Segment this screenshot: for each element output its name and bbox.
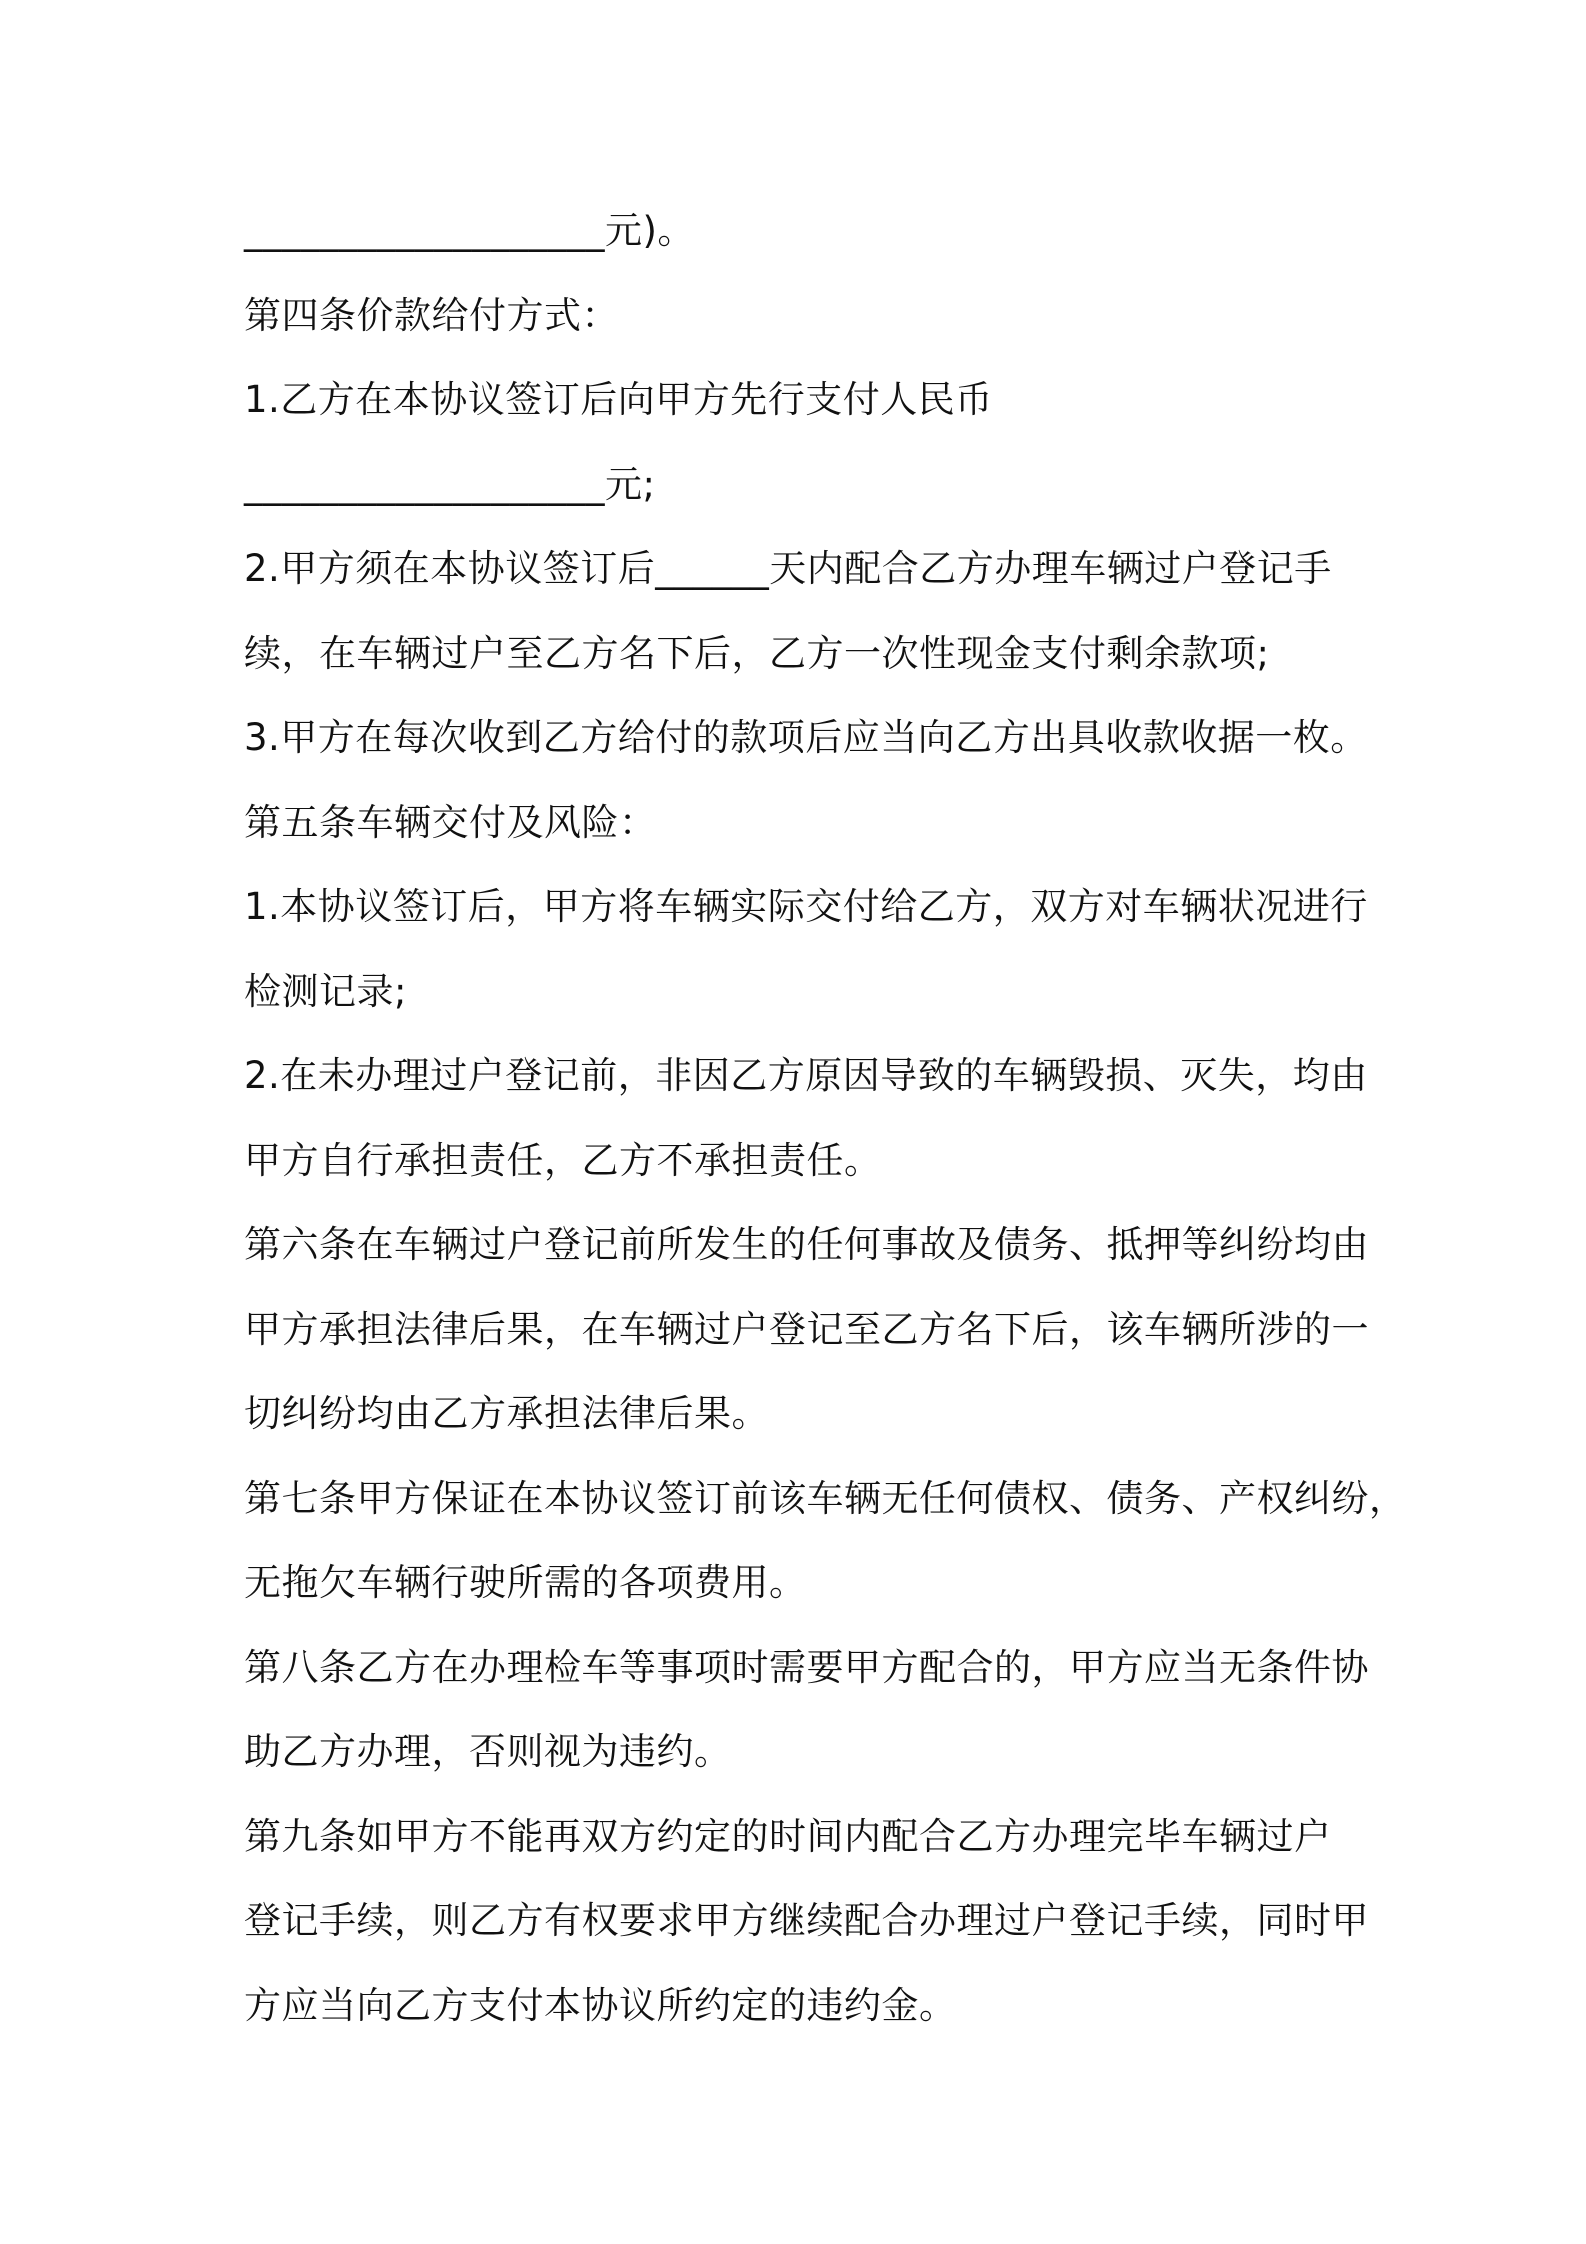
text-line: 续，在车辆过户至乙方名下后，乙方一次性现金支付剩余款项; [244, 631, 1270, 675]
text-line: 1.本协议签订后，甲方将车辆实际交付给乙方，双方对车辆状况进行 [244, 885, 1368, 928]
text-line: 2.甲方须在本协议签订后______天内配合乙方办理车辆过户登记手 [244, 547, 1332, 590]
text-line: 2.在未办理过户登记前，非因乙方原因导致的车辆毁损、灭失，均由 [244, 1054, 1368, 1097]
text-line: ___________________元; [244, 462, 656, 506]
text-line: 1.乙方在本协议签订后向甲方先行支付人民币 [244, 378, 993, 421]
text-line: 3.甲方在每次收到乙方给付的款项后应当向乙方出具收款收据一枚。 [244, 716, 1368, 759]
text-line: 检测记录; [244, 969, 407, 1013]
text-line: ___________________元)。 [244, 209, 695, 252]
article-6-paragraph: 第六条在车辆过户登记前所发生的任何事故及债务、抵押等纠纷均由 [244, 1223, 1369, 1266]
article-8-paragraph: 第八条乙方在办理检车等事项时需要甲方配合的，甲方应当无条件协 [244, 1645, 1369, 1689]
article-4-heading: 第四条价款给付方式： [244, 293, 619, 337]
text-line: 切纠纷均由乙方承担法律后果。 [244, 1392, 769, 1435]
text-line: 甲方承担法律后果，在车辆过户登记至乙方名下后，该车辆所涉的一 [244, 1307, 1369, 1351]
article-9-paragraph: 第九条如甲方不能再双方约定的时间内配合乙方办理完毕车辆过户 [244, 1814, 1332, 1858]
text-line: 无拖欠车辆行驶所需的各项费用。 [244, 1561, 807, 1604]
article-5-heading: 第五条车辆交付及风险： [244, 800, 657, 844]
text-line: 甲方自行承担责任，乙方不承担责任。 [244, 1138, 882, 1182]
text-line: 助乙方办理，否则视为违约。 [244, 1730, 732, 1773]
article-7-paragraph: 第七条甲方保证在本协议签订前该车辆无任何债权、债务、产权纠纷， [244, 1476, 1407, 1520]
text-line: 方应当向乙方支付本协议所约定的违约金。 [244, 1983, 957, 2027]
document-body [244, 196, 1407, 2055]
text-line: 登记手续，则乙方有权要求甲方继续配合办理过户登记手续，同时甲 [244, 1899, 1369, 1942]
